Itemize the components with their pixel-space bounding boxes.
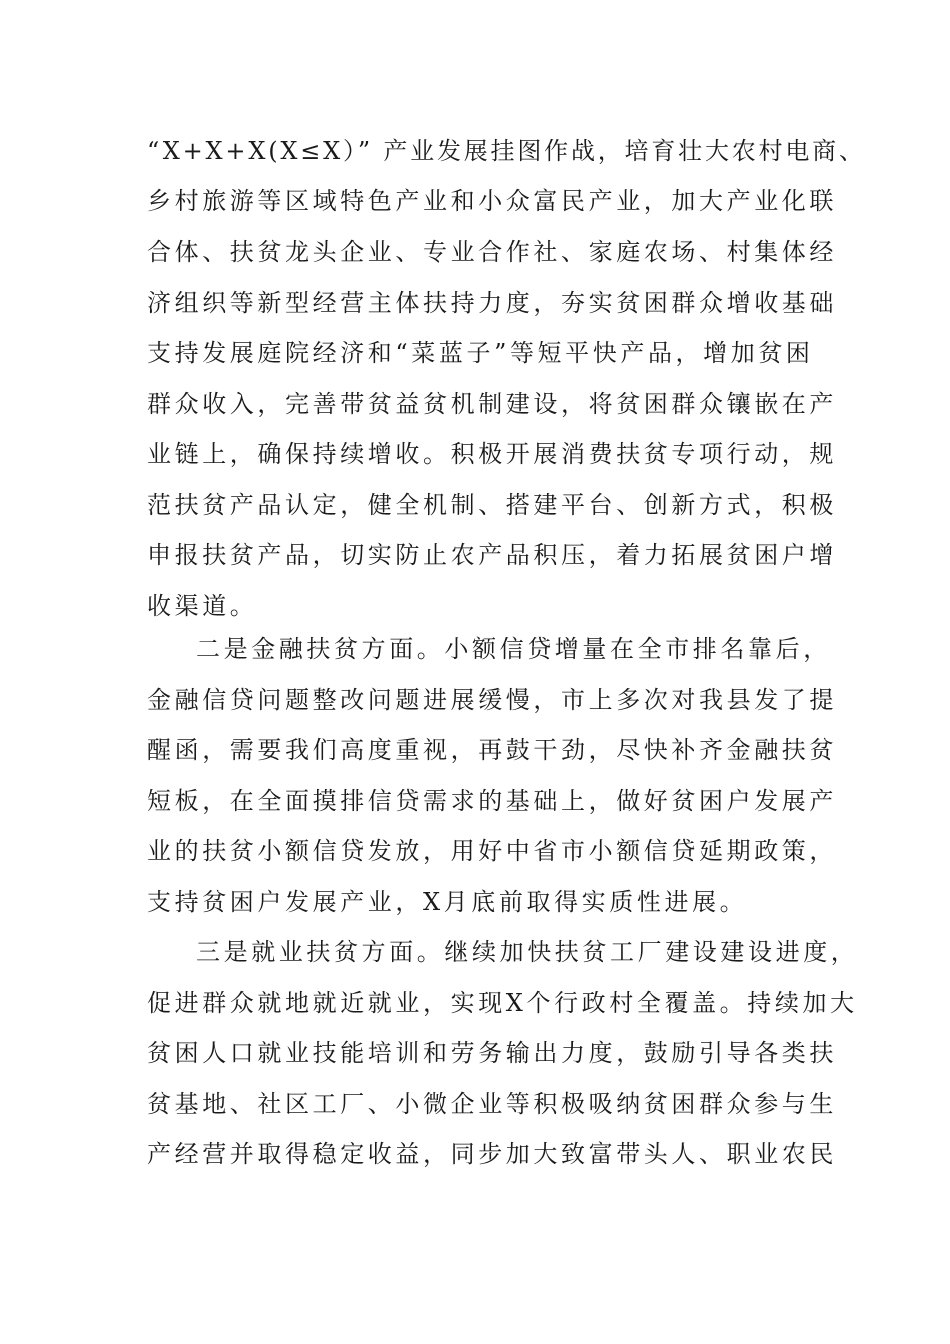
text-line: 金融信贷问题整改问题进展缓慢，市上多次对我县发了提 xyxy=(147,686,837,714)
text-line: 济组织等新型经营主体扶持力度，夯实贫困群众增收基础 xyxy=(147,289,837,317)
text-line: 范扶贫产品认定，健全机制、搭建平台、创新方式，积极 xyxy=(147,491,837,519)
text-line: 申报扶贫产品，切实防止农产品积压，着力拓展贫困户增 xyxy=(147,541,837,569)
text-line: 贫困人口就业技能培训和劳务输出力度，鼓励引导各类扶 xyxy=(147,1039,837,1067)
text-line: “X+X+X(X≤X）” 产业发展挂图作战，培育壮大农村电商、 xyxy=(147,137,866,165)
text-line: 促进群众就地就近就业，实现X个行政村全覆盖。持续加大 xyxy=(147,989,858,1017)
text-line: 支持发展庭院经济和“菜蓝子”等短平快产品，增加贫困 xyxy=(147,339,814,367)
text-line: 醒函，需要我们高度重视，再鼓干劲，尽快补齐金融扶贫 xyxy=(147,736,837,764)
text-line: 短板，在全面摸排信贷需求的基础上，做好贫困户发展产 xyxy=(147,787,837,815)
paragraph-first-line: 三是就业扶贫方面。继续加快扶贫工厂建设建设进度， xyxy=(196,938,859,966)
text-line: 支持贫困户发展产业，X月底前取得实质性进展。 xyxy=(147,888,748,916)
text-line: 产经营并取得稳定收益，同步加大致富带头人、职业农民 xyxy=(147,1140,837,1168)
text-line: 合体、扶贫龙头企业、专业合作社、家庭农场、村集体经 xyxy=(147,238,837,266)
text-line: 业的扶贫小额信贷发放，用好中省市小额信贷延期政策， xyxy=(147,837,837,865)
text-line: 贫基地、社区工厂、小微企业等积极吸纳贫困群众参与生 xyxy=(147,1090,837,1118)
text-line: 乡村旅游等区域特色产业和小众富民产业，加大产业化联 xyxy=(147,187,837,215)
text-line: 群众收入，完善带贫益贫机制建设，将贫困群众镶嵌在产 xyxy=(147,390,837,418)
text-line: 业链上，确保持续增收。积极开展消费扶贫专项行动，规 xyxy=(147,440,837,468)
text-line: 收渠道。 xyxy=(147,592,258,620)
paragraph-first-line: 二是金融扶贫方面。小额信贷增量在全市排名靠后， xyxy=(196,635,831,663)
